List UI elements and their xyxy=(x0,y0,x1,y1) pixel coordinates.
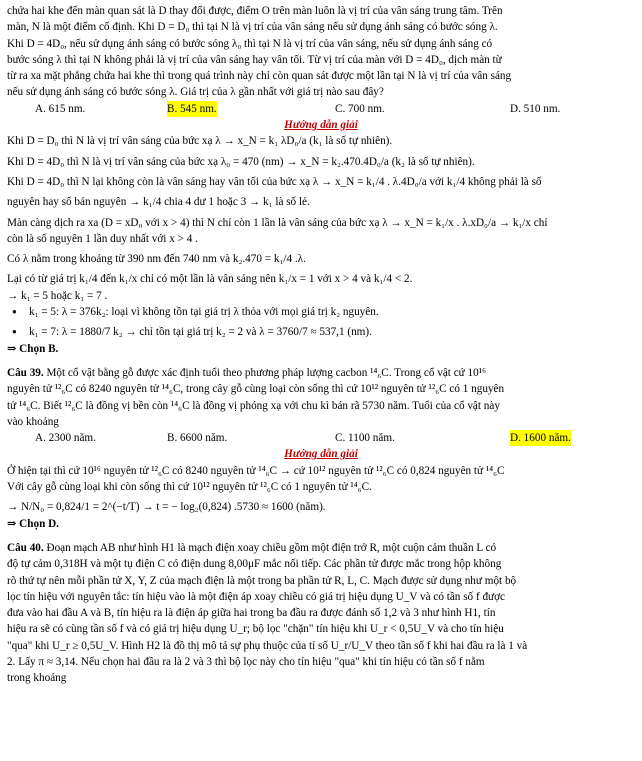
question-39-text xyxy=(7,365,635,430)
text-line: từ ra xa mặt phẳng chứa hai khe thì trong quá trình này chỉ còn quan sát được một lần tại N là vị trí của vân sáng xyxy=(7,70,512,83)
option-c: C. 1100 năm. xyxy=(335,432,395,445)
text-line xyxy=(7,365,635,381)
option-c: C. 700 nm. xyxy=(335,102,385,115)
option-b-highlighted: B. 545 nm. xyxy=(167,101,217,117)
text-line: bước sóng λ thì tại N không phải là vị trí của vân sáng hay vân tối. Từ vị trí của màn với D = 4D₀, dịch màn từ xyxy=(7,53,502,66)
option-b: B. 6600 năm. xyxy=(167,432,228,445)
bullet-item: ● k₁ = 7: λ = 1880/7 k₂ → chỉ tồn tại giá trị k₂ = 2 và λ = 3760/7 ≈ 537,1 (nm). xyxy=(7,324,635,340)
text-line: tử ¹⁴₆C. Biết ¹²₆C là đồng vị bền còn ¹⁴₆C là đồng vị phóng xạ với chu kì bán rã 5730 năm. Tuổi của cổ vật này xyxy=(7,399,500,412)
solution-line: còn là số nguyên 1 lần duy nhất với x > 4 . xyxy=(7,232,198,245)
question-39-solution xyxy=(7,463,635,532)
text-span: Một cổ vật bằng gỗ được xác định tuổi theo phương pháp lượng cacbon ¹⁴₆C. Trong cổ vật cứ 10¹⁶ xyxy=(46,366,486,379)
solution-line: Ở hiện tại thì cứ 10¹⁶ nguyên tử ¹²₆C có 8240 nguyên tử ¹⁴₆C → cứ 10¹² nguyên tử ¹²₆C có 0,824 nguyên tử ¹⁴₆C xyxy=(7,464,505,477)
text-line: vào khoảng xyxy=(7,415,59,428)
text-line: độ tự cảm 0,318H và một tụ điện C có điện dung 8,00μF mắc nối tiếp. Các phần tử được mắc trong hộp không xyxy=(7,558,502,571)
text-line: màn, N là một điểm cố định. Khi D = D₀ thì tại N là vị trí của vân sáng nếu sử dụng ánh sáng có bước sóng λ. xyxy=(7,21,498,34)
option-d: D. 510 nm. xyxy=(510,102,561,115)
text-line: Khi D = 4D₀, nếu sử dụng ánh sáng có bước sóng λ₀ thì tại N là vị trí của vân sáng, nếu sử dụng ánh sáng có xyxy=(7,37,493,50)
solution-line: nguyên hay số bán nguyên → k₁/4 chia 4 dư 1 hoặc 3 → k₁ là số lẻ. xyxy=(7,196,310,209)
solution-line: Có λ nằm trong khoảng từ 390 nm đến 740 nm và k₂.470 = k₁/4 .λ. xyxy=(7,253,306,266)
text-line: hiệu ra sẽ có cùng tần số f và có giá trị hiệu dụng U_r; bộ lọc "chặn" tín hiệu khi U_r < 0,5U_V và cho tín hiệu xyxy=(7,623,504,636)
solution-line: Với cây gỗ cùng loại khi còn sống thì cứ 10¹² nguyên tử ¹²₆C có 1 nguyên tử ¹⁴₆C. xyxy=(7,481,372,494)
option-a: A. 615 nm. xyxy=(35,102,86,115)
text-line: chứa hai khe đến màn quan sát là D thay đổi được, điểm O trên màn luôn là vị trí của vân sáng trung tâm. Trên xyxy=(7,5,503,17)
question-38-options xyxy=(7,101,635,117)
text-line: lọc tín hiệu với nguyên tắc: tín hiệu vào là một điện áp xoay chiều có giá trị hiệu dụng U_V và có tần số f được xyxy=(7,590,506,603)
solution-line: Khi D = 4D₀ thì N lại không còn là vân sáng hay vân tối của bức xạ λ → x_N = k₁/4 . λ.4D₀/a với k₁/4 không phải là số xyxy=(7,175,542,188)
bullet-item: ● k₁ = 5: λ = 376k₂: loại vì không tồn tại giá trị λ thỏa với mọi giá trị k₂ nguyên. xyxy=(7,304,635,320)
text-line: rõ thứ tự nên mỗi phần tử X, Y, Z của mạch điện là một trong ba phần tử R, L, C. Mạch được sử dụng như một bộ xyxy=(7,574,517,587)
text-line: 2. Lấy π ≈ 3,14. Nếu chọn hai đầu ra là 2 và 3 thì bộ lọc này cho tín hiệu "qua" khi tín hiệu có tần số f nằm xyxy=(7,655,485,668)
solution-line: → N/N₀ = 0,824/1 = 2^(−t/T) → t = − log₂(0,824) .5730 ≈ 1600 (năm). xyxy=(7,501,326,514)
text-line: trong khoảng xyxy=(7,672,67,685)
solution-line: Khi D = D₀ thì N là vị trí vân sáng của bức xạ λ → x_N = k₁ λD₀/a (k₁ là số tự nhiên). xyxy=(7,135,393,148)
answer-line: ⇒ Chọn D. xyxy=(7,517,59,530)
option-d-highlighted: D. 1600 năm. xyxy=(510,430,571,446)
text-line: đưa vào hai đầu A và B, tín hiệu ra là điện áp giữa hai trong ba đầu ra được đánh số 1,2 và 3 như hình H1, tín xyxy=(7,607,496,620)
question-label: Câu 39. xyxy=(7,366,44,379)
question-40-text xyxy=(7,540,635,687)
option-a: A. 2300 năm. xyxy=(35,432,96,445)
solution-line: → k₁ = 5 hoặc k₁ = 7 . xyxy=(7,289,108,302)
text-line: nếu sử dụng ánh sáng có bước sóng λ. Giá trị của λ gần nhất với giá trị nào sau đây? xyxy=(7,86,384,99)
text-span: Đoạn mạch AB như hình H1 là mạch điện xoay chiều gồm một điện trở R, một cuộn cảm thuần L có xyxy=(46,541,497,554)
text-line: nguyên tử ¹²₆C có 8240 nguyên tử ¹⁴₆C, trong cây gỗ cùng loại còn sống thì cứ 10¹² nguyên tử ¹²₆C có 1 nguyên xyxy=(7,383,505,396)
question-38-solution xyxy=(7,133,635,357)
guide-title: Hướng dẫn giải xyxy=(284,119,358,132)
text-line xyxy=(7,540,635,556)
solution-line: Màn càng dịch ra xa (D = xD₀ với x > 4) thì N chỉ còn 1 lần là vân sáng của bức xạ λ → x_N = k₁/x . λ.xD₀/a → k₁/x chỉ xyxy=(7,216,548,229)
question-38-text xyxy=(7,3,635,101)
question-39-options xyxy=(7,430,635,446)
solution-line: Lại có từ giá trị k₁/4 đến k₁/x chỉ có một lần là vân sáng nên k₁/x = 1 với x > 4 và k₁/4 < 2. xyxy=(7,273,413,286)
answer-line: ⇒ Chọn B. xyxy=(7,342,59,355)
text-line: "qua" khi U_r ≥ 0,5U_V. Hình H2 là đồ thị mô tả sự phụ thuộc của tỉ số U_r/U_V theo tần số f khi hai đầu ra là 1 và xyxy=(7,639,528,652)
solution-line: Khi D = 4D₀ thì N là vị trí vân sáng của bức xạ λ₀ = 470 (nm) → x_N = k₂.470.4D₀/a (k₂ là số tự nhiên). xyxy=(7,155,475,168)
question-label: Câu 40. xyxy=(7,541,44,554)
guide-title: Hướng dẫn giải xyxy=(284,448,358,461)
